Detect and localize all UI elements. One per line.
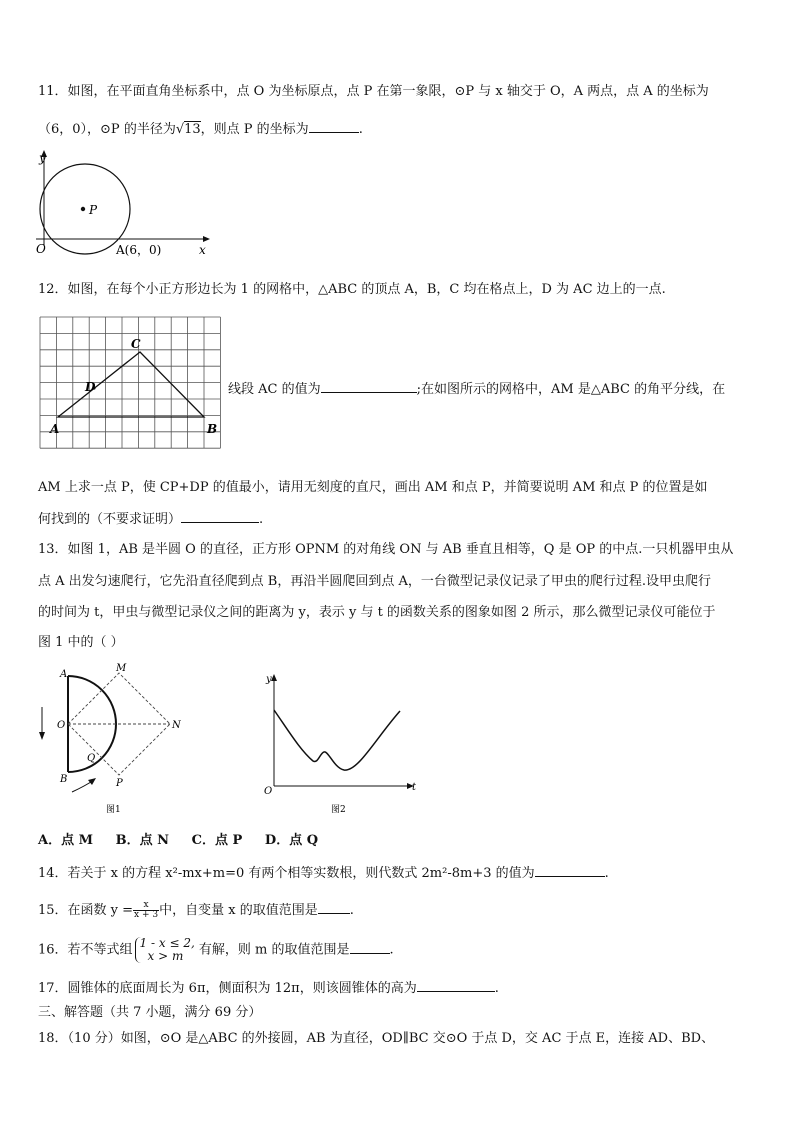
q12-line2: 线段 AC 的值为 ;在如图所示的网格中，AM 是△ABC 的角平分线，在 [228, 378, 725, 400]
answer-blank [417, 977, 495, 992]
label-c: C [131, 337, 141, 351]
label-o: O [57, 720, 66, 731]
q13-options: A．点 M B．点 N C．点 P D．点 Q [38, 833, 319, 848]
answer-blank [535, 862, 605, 877]
q11-line1: 11．如图，在平面直角坐标系中，点 O 为坐标原点，点 P 在第一象限，⊙P 与 x 轴交于 O，A 两点，点 A 的坐标为 [38, 84, 709, 99]
label-a: A [50, 422, 60, 436]
q12-line4: 何找到的（不要求证明） . [38, 508, 263, 530]
triangle-abc [58, 352, 204, 417]
label-a: A(6，0) [116, 243, 162, 257]
label-n: N [172, 720, 181, 731]
label-x: x [199, 243, 206, 257]
answer-blank [309, 118, 359, 133]
label-a: A [60, 669, 68, 680]
q12-line3: AM 上求一点 P，使 CP+DP 的值最小，请用无刻度的直尺，画出 AM 和点 P，并简要说明 AM 和点 P 的位置是如 [38, 480, 708, 495]
q18-line: 18．（10 分）如图，⊙O 是△ABC 的外接圆，AB 为直径，OD∥BC 交⊙O 于点 D，交 AC 于点 E，连接 AD、BD、 [38, 1031, 715, 1046]
q13-figure-1 [30, 662, 195, 822]
q13-line3: 的时间为 t，甲虫与微型记录仪之间的距离为 y，表示 y 与 t 的函数关系的图象如图 2 所示，那么微型记录仪可能位于 [38, 605, 716, 620]
label-y: y [266, 674, 272, 685]
label-t: t [412, 782, 417, 793]
point-p-dot [81, 207, 85, 211]
q11-figure [30, 150, 215, 260]
caption-fig1: 图1 [106, 805, 121, 815]
section-heading: 三、解答题（共 7 小题，满分 69 分） [38, 1005, 262, 1020]
q11-line2: （6，0），⊙P 的半径为√13，则点 P 的坐标为 . [38, 118, 363, 140]
label-m: M [116, 663, 127, 674]
label-d: D [85, 380, 96, 394]
q15-line: 15．在函数 y = $\frac{x}{x + 3}$ 中，自变量 x 的取值范围是 . [38, 900, 354, 920]
answer-blank [321, 378, 417, 393]
fraction: $\frac{x}{x + 3}$ [134, 900, 159, 920]
answer-blank [318, 899, 350, 914]
q13-line2: 点 A 出发匀速爬行，它先沿直径爬到点 B，再沿半圆爬回到点 A，一台微型记录仪记录了甲虫的爬行过程.设甲虫爬行 [38, 574, 711, 589]
q17-line: 17．圆锥体的底面周长为 6π，侧面积为 12π，则该圆锥体的高为 . [38, 977, 499, 999]
q13-figure-2 [258, 668, 423, 818]
label-p: P [116, 778, 123, 789]
label-q: Q [87, 753, 96, 764]
label-p: P [89, 203, 98, 217]
caption-fig2: 图2 [331, 805, 346, 815]
q16-line: 16．若不等式组 1 - x ≤ 2, x > m 有解，则 m 的取值范围是 . [38, 936, 394, 963]
q13-line4: 图 1 中的（ ） [38, 635, 124, 650]
label-o: O [36, 242, 46, 256]
answer-blank [350, 939, 390, 954]
q14-line: 14．若关于 x 的方程 x²-mx+m=0 有两个相等实数根，则代数式 2m²-8m+3 的值为 . [38, 862, 609, 884]
sqrt-symbol: √ [175, 122, 185, 137]
q12-line1: 12．如图，在每个小正方形边长为 1 的网格中，△ABC 的顶点 A，B，C 均在格点上，D 为 AC 边上的一点. [38, 282, 666, 297]
label-y: y [39, 151, 46, 165]
label-b: B [60, 774, 68, 785]
answer-blank [181, 508, 259, 523]
label-o: O [264, 786, 273, 797]
q12-grid-figure [38, 315, 228, 460]
inequality-system: 1 - x ≤ 2, x > m [135, 937, 195, 963]
q13-line1: 13．如图 1，AB 是半圆 O 的直径，正方形 OPNM 的对角线 ON 与 AB 垂直且相等，Q 是 OP 的中点.一只机器甲虫从 [38, 542, 734, 557]
label-b: B [207, 422, 218, 436]
